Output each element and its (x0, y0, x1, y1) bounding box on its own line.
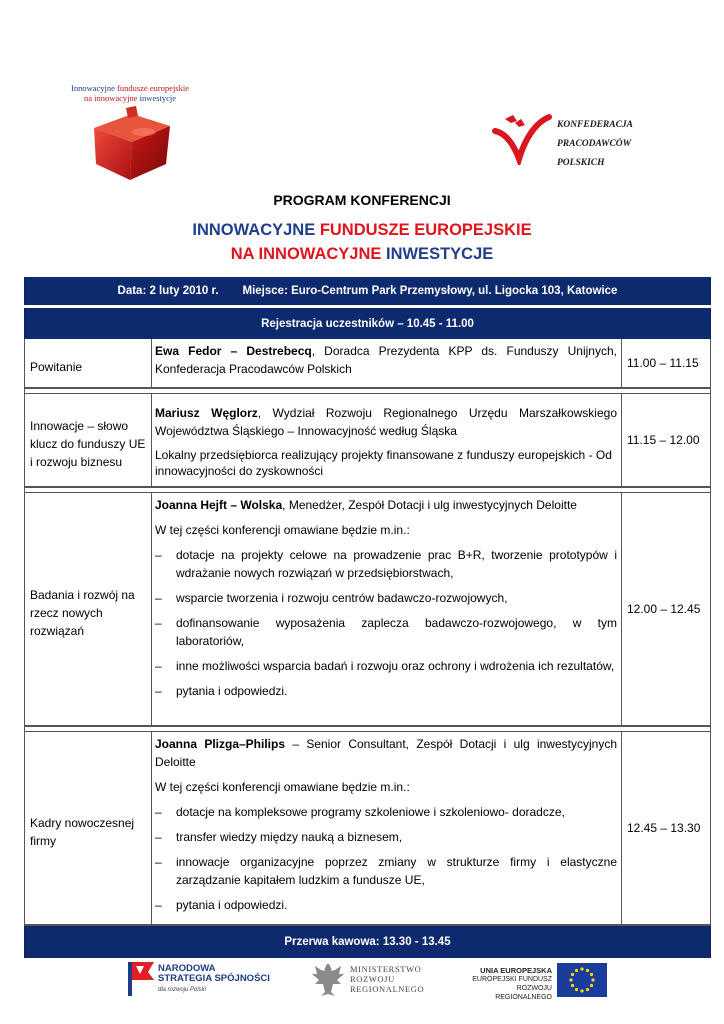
session-time: 11.00 – 11.15 (627, 356, 699, 370)
polish-eagle-icon (311, 962, 345, 998)
registration-band: Rejestracja uczestników – 10.45 - 11.00 (24, 308, 711, 339)
list-item: – transfer wiedzy między nauką a biznesem, (155, 828, 617, 846)
kpp-logo-text: KONFEDERACJA PRACODAWCÓW POLSKICH (557, 120, 634, 168)
conference-title-line1: INNOWACYJNE FUNDUSZE EUROPEJSKIE (192, 221, 532, 239)
conference-logo-text: Innowacyjne fundusze europejskie na innowacyjne inwestycje (70, 83, 190, 103)
session-label: Badania i rozwój na rzecz nowych rozwiązań (25, 493, 152, 725)
list-item: – pytania i odpowiedzi. (155, 682, 617, 700)
eu-logo-text: UNIA EUROPEJSKA EUROPEJSKI FUNDUSZ ROZWOJU REGIONALNEGO (472, 966, 552, 1001)
session-intro: W tej części konferencji omawiane będzie m.in.: (155, 780, 410, 794)
list-item: – inne możliwości wsparcia badań i rozwoju oraz ochrony i wdrożenia ich rezultatów, (155, 657, 617, 675)
speaker-name: Ewa Fedor – Destrebecq (155, 344, 312, 358)
event-date: Data: 2 luty 2010 r. (117, 285, 219, 297)
nss-tagline: dla rozwoju Polski (158, 987, 207, 993)
speaker-name: Joanna Plizga–Philips (155, 737, 286, 751)
agenda-row-innowacje (24, 394, 711, 488)
session-content (152, 493, 622, 725)
agenda-table (24, 277, 711, 958)
event-place: Miejsce: Euro-Centrum Park Przemysłowy, ul. Ligocka 103, Katowice (242, 285, 618, 297)
list-item: – wsparcie tworzenia i rozwoju centrów badawczo-rozwojowych, (155, 589, 617, 607)
topic-list (155, 803, 617, 914)
speaker-name: Mariusz Węglorz (155, 406, 258, 420)
list-item: – dofinansowanie wyposażenia zaplecza badawczo-rozwojowego, w tym laboratoriów, (155, 614, 617, 650)
speaker-role: , Wydział Rozwoju Regionalnego Urzędu Marszałkowskiego Województwa Śląskiego – Innowacyjność według Śląska (155, 406, 617, 438)
kpp-logo-icon (491, 113, 553, 165)
nss-flag-icon (128, 958, 156, 998)
agenda-row-kadry (24, 732, 711, 926)
session-time: 12.00 – 12.45 (627, 602, 701, 616)
session-content (152, 732, 622, 924)
nss-logo-text: NARODOWA STRATEGIA SPÓJNOŚCI (158, 963, 270, 984)
speaker-name: Joanna Hejft – Wolska (155, 498, 283, 512)
conference-title-line2: NA INNOWACYJNE INWESTYCJE (230, 245, 494, 263)
session-content (152, 394, 622, 486)
list-item: – dotacje na projekty celowe na prowadzenie prac B+R, tworzenie prototypów i wdrażanie nowych rozwiązań w przedsiębiorstwach, (155, 546, 617, 582)
date-place-band (24, 277, 711, 305)
list-item: – dotacje na kompleksowe programy szkoleniowe i szkoleniowo- doradcze, (155, 803, 617, 821)
session-label: Kadry nowoczesnej firmy (25, 732, 152, 924)
agenda-row-badania (24, 493, 711, 727)
session-topic: Lokalny przedsiębiorca realizujący projekty finansowane z funduszy europejskich - Od innowacyjności do zyskowności (155, 448, 612, 478)
session-time: 11.15 – 12.00 (627, 433, 700, 447)
agenda-row-powitanie (24, 339, 711, 389)
session-label: Powitanie (25, 339, 152, 387)
topic-list (155, 546, 617, 700)
session-time: 12.45 – 13.30 (627, 821, 701, 835)
red-cube-logo-icon (86, 102, 176, 182)
session-label: Innowacje – słowo klucz do funduszy UE i rozwoju biznesu (25, 394, 152, 486)
speaker-role: , Doradca Prezydenta KPP ds. Funduszy Unijnych, Konfederacja Pracodawców Polskich (155, 344, 617, 376)
session-content (152, 339, 622, 387)
coffee-break-band: Przerwa kawowa: 13.30 - 13.45 (24, 926, 711, 958)
list-item: – innowacje organizacyjne poprzez zmiany w strukturze firmy i elastyczne zarządzanie kapitałem ludzkim a fundusze UE, (155, 853, 617, 889)
list-item: – pytania i odpowiedzi. (155, 896, 617, 914)
eu-flag-icon (557, 963, 607, 997)
mrr-logo-text: MINISTERSTWO ROZWOJU REGIONALNEGO (350, 964, 425, 994)
session-intro: W tej części konferencji omawiane będzie m.in.: (155, 523, 410, 537)
speaker-role: , Menedżer, Zespół Dotacji i ulg inwestycyjnych Deloitte (282, 498, 577, 512)
speaker-role: – Senior Consultant, Zespół Dotacji i ulg inwestycyjnych Deloitte (155, 737, 617, 769)
program-heading: PROGRAM KONFERENCJI (273, 192, 451, 208)
